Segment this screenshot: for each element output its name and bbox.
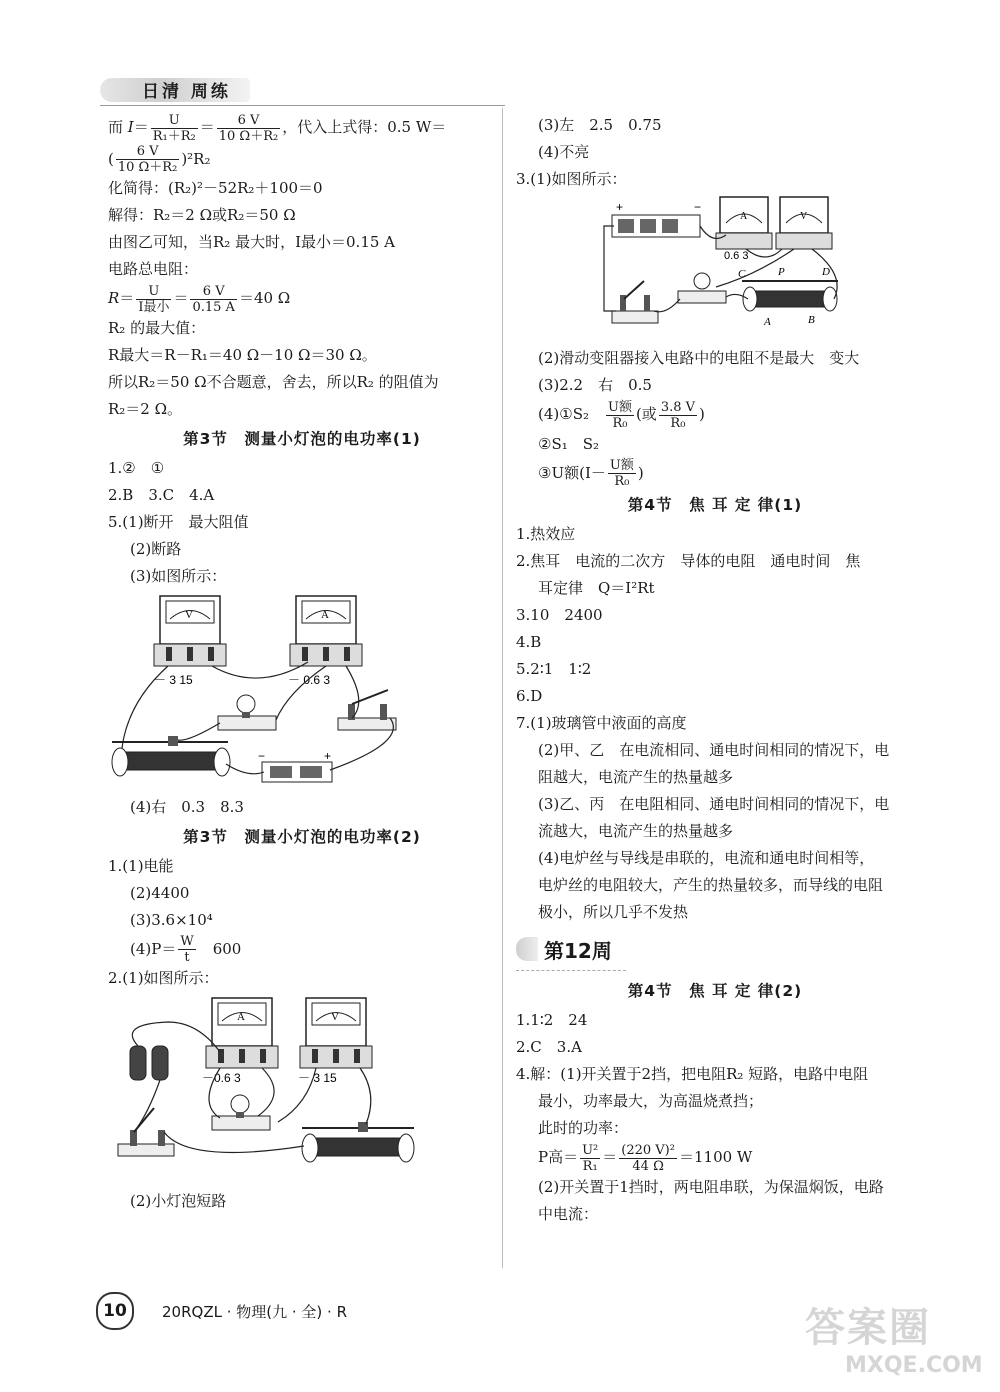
ammeter-range: －0.6 3 <box>202 1071 241 1085</box>
numerator: 6 V <box>116 144 179 160</box>
battery-minus: − <box>258 748 266 763</box>
numerator: U <box>136 284 171 300</box>
logo-text: 日清 周练 <box>142 81 231 102</box>
formula-line: P高＝ $\frac{\text{U²}}{\text{R₁}}$ ＝ $\frac{\text{(220 V)²}}{44 \Omega}$ ＝1100 W <box>538 1142 753 1174</box>
week-title <box>516 932 914 966</box>
answer-line: 3.10 2400 <box>516 606 603 624</box>
answer-line: 1.② ① <box>108 458 165 477</box>
fraction <box>116 144 179 175</box>
text: ③U额(I－ <box>538 463 606 482</box>
answer-line: 1.热效应 <box>516 525 576 543</box>
answer-line: 电路总电阻： <box>108 260 199 278</box>
section-title: 第4节 焦 耳 定 律(2) <box>627 982 803 1000</box>
answer-line: (2)断路 <box>130 539 182 558</box>
week-rule <box>516 970 626 971</box>
denominator: 10 Ω＋R₂ <box>218 128 279 144</box>
left-column <box>108 112 496 1215</box>
numerator: U额 <box>609 458 634 473</box>
fraction <box>136 284 171 315</box>
voltmeter-label: V <box>331 1011 339 1023</box>
numerator: 6 V <box>190 284 236 300</box>
formula-line: ( $\frac{6 V}{\text{10 Ω＋R₂}}$ )²R₂ <box>108 144 211 175</box>
bulb <box>678 273 726 303</box>
answer-line: 最小，功率最大，为高温烧煮挡； <box>538 1092 764 1110</box>
label-b: B <box>808 314 815 326</box>
watermark-big: 答案圈 <box>805 1305 931 1351</box>
answer-line: (4)右 0.3 8.3 <box>130 797 244 816</box>
denominator: t <box>184 950 190 965</box>
circuit-figure-1 <box>108 592 438 792</box>
answer-line: (2)滑动变阻器接入电路中的电阻不是最大 变大 <box>538 349 860 367</box>
answer-line: 2.C 3.A <box>516 1038 582 1056</box>
answer-line: (2)开关置于1挡时，两电阻串联，为保温焖饭，电路 <box>538 1177 884 1196</box>
fraction <box>151 113 198 144</box>
fraction <box>606 400 634 431</box>
answer-line: (4)不亮 <box>538 143 590 161</box>
text: 而 <box>108 118 128 136</box>
bulb <box>212 1095 270 1130</box>
formula-line <box>516 399 914 431</box>
voltmeter <box>154 596 226 666</box>
answer-line: 1.(1)电能 <box>108 856 174 875</box>
numerator: U额 <box>607 399 632 415</box>
answer-line: (4)电炉丝与导线是串联的，电流和通电时间相等， <box>538 849 875 867</box>
circuit-figure-3 <box>516 195 856 343</box>
formula-line: 而 I＝ $\frac{U}{\text{R₁＋R₂}}$ ＝ $\frac{6 V}{\text{10 Ω＋R₂}}$ ，代入上式得：0.5 W＝ <box>108 112 447 144</box>
fraction <box>580 1143 600 1174</box>
ammeter <box>716 197 772 249</box>
answer-line: 耳定律 Q＝I²Rt <box>538 579 655 597</box>
voltmeter-range: － 3 15 <box>154 672 193 687</box>
switch <box>338 690 396 730</box>
numerator: (220 V)² <box>621 1142 675 1158</box>
column-divider <box>502 108 503 1268</box>
answer-line: R₂＝2 Ω。 <box>108 399 183 418</box>
answer-line: 2.焦耳 电流的二次方 导体的电阻 通电时间 焦 <box>516 552 861 570</box>
footer-code: 20RQZL · 物理(九 · 全) · R <box>162 1302 347 1321</box>
text: (4)P＝ <box>130 939 177 958</box>
battery-cells <box>130 1046 168 1080</box>
right-column <box>516 112 914 1228</box>
voltmeter <box>300 998 372 1068</box>
battery <box>612 200 701 237</box>
text: ) <box>637 463 644 482</box>
label-d: D <box>822 266 830 278</box>
denominator: R₁ <box>582 1158 598 1174</box>
answer-line: 阻越大，电流产生的热量越多 <box>538 768 734 786</box>
answer-line: (3)乙、丙 在电阻相同、通电时间相同的情况下，电 <box>538 795 890 813</box>
answer-line: (2)4400 <box>130 883 190 902</box>
week-badge-icon <box>516 937 538 961</box>
answer-line: 5.(1)断开 最大阻值 <box>108 512 249 531</box>
answer-line: 4.解：(1)开关置于2挡，把电阻R₂ 短路，电路中电阻 <box>516 1065 869 1083</box>
watermark-small: MXQE.COM <box>845 1353 983 1378</box>
text: (或 <box>635 405 657 423</box>
header-rule <box>100 105 505 106</box>
text: ＝1100 W <box>678 1148 753 1166</box>
denominator: 44 Ω <box>632 1158 664 1174</box>
voltmeter-label: V <box>800 211 808 222</box>
answer-line: 电炉丝的电阻较大，产生的热量较多，而导线的电阻 <box>538 876 884 894</box>
battery-plus: + <box>324 748 332 763</box>
answer-line: 2.B 3.C 4.A <box>108 485 215 504</box>
fraction <box>178 934 195 965</box>
ammeter <box>206 998 278 1068</box>
answer-line: 2.(1)如图所示： <box>108 969 219 987</box>
text: ＝40 Ω <box>238 289 291 307</box>
section-title: 第3节 测量小灯泡的电功率(1) <box>183 429 421 448</box>
rheostat <box>302 1122 414 1162</box>
fraction <box>190 284 236 315</box>
denominator: 10 Ω＋R₂ <box>117 160 178 175</box>
voltmeter-label: V <box>185 608 193 621</box>
fraction <box>659 400 697 431</box>
numerator: U² <box>582 1142 599 1158</box>
ammeter-range: 0.6 3 <box>724 250 749 262</box>
ammeter-range: － 0.6 3 <box>288 672 331 687</box>
answer-line: 极小，所以几乎不发热 <box>538 903 689 921</box>
ammeter-label: A <box>740 211 748 222</box>
answer-line: 7.(1)玻璃管中液面的高度 <box>516 714 687 732</box>
text: (4)①S₂ <box>538 405 604 423</box>
answer-line: R最大＝R－R₁＝40 Ω－10 Ω＝30 Ω。 <box>108 345 377 364</box>
answer-line: 化简得：(R₂)²－52R₂＋100＝0 <box>108 179 323 197</box>
denominator: R₀ <box>614 474 630 489</box>
battery <box>258 749 332 782</box>
answer-line: 4.B <box>516 633 542 651</box>
rheostat <box>738 266 838 328</box>
text: )²R₂ <box>181 149 211 168</box>
answer-line: 5.2∶1 1∶2 <box>516 660 592 678</box>
answer-line: 6.D <box>516 687 543 705</box>
ammeter <box>290 596 362 666</box>
voltmeter-range: － 3 15 <box>298 1071 337 1085</box>
voltmeter <box>776 197 832 249</box>
page-footer <box>96 1292 347 1330</box>
denominator: 0.15 A <box>192 299 235 315</box>
fraction <box>217 113 280 144</box>
section-title: 第3节 测量小灯泡的电功率(2) <box>183 827 421 846</box>
bulb <box>218 695 276 730</box>
header-logo <box>100 74 260 104</box>
ammeter-label: A <box>237 1011 245 1023</box>
numerator: 3.8 V <box>660 399 696 415</box>
numerator: 6 V <box>217 113 280 129</box>
rheostat <box>112 736 230 776</box>
formula-line: R＝ $\frac{U}{\text{I最小}}$ ＝ $\frac{6 V}{0.15 A}$ ＝40 Ω <box>108 283 291 315</box>
battery-plus: + <box>616 200 624 214</box>
answer-line: ②S₁ S₂ <box>538 434 600 453</box>
switch <box>612 281 658 323</box>
fraction <box>619 1143 677 1174</box>
answer-line: 解得：R₂＝2 Ω或R₂＝50 Ω <box>108 206 296 224</box>
watermark-logo <box>805 1296 985 1384</box>
answer-line: 3.(1)如图所示： <box>516 170 627 188</box>
formula-line <box>108 934 496 966</box>
denominator: R₀ <box>670 415 686 431</box>
answer-line: 所以R₂＝50 Ω不合题意，舍去，所以R₂ 的阻值为 <box>108 372 439 391</box>
numerator: U <box>151 113 198 129</box>
switch <box>118 1108 174 1156</box>
answer-line: 由图乙可知，当R₂ 最大时，I最小＝0.15 A <box>108 233 396 251</box>
label-p: P <box>778 266 785 278</box>
denominator: R₀ <box>612 415 628 431</box>
page-number: 10 <box>96 1292 134 1330</box>
text: ，代入上式得：0.5 W＝ <box>282 118 447 136</box>
label-c: C <box>738 268 746 280</box>
answer-line: 此时的功率： <box>538 1119 629 1137</box>
week-label: 第12周 <box>544 938 612 963</box>
answer-line: 1.1∶2 24 <box>516 1011 588 1029</box>
answer-line: (3)左 2.5 0.75 <box>538 116 662 134</box>
battery-minus: − <box>694 200 702 214</box>
answer-line: 中电流： <box>538 1204 599 1223</box>
text: ) <box>699 405 705 423</box>
answer-line: (3)如图所示： <box>130 566 227 585</box>
formula-line <box>516 458 914 490</box>
answer-line: (3)3.6×10⁴ <box>130 910 213 929</box>
answer-line: (2)小灯泡短路 <box>130 1192 227 1210</box>
fraction <box>608 458 636 489</box>
text: 600 <box>197 939 242 958</box>
answer-line: (3)2.2 右 0.5 <box>538 376 652 394</box>
numerator: W <box>180 934 194 949</box>
answer-line: (2)甲、乙 在电流相同、通电时间相同的情况下，电 <box>538 741 890 759</box>
circuit-figure-2 <box>108 994 438 1186</box>
text: P高＝ <box>538 1148 579 1166</box>
denominator: R₁＋R₂ <box>152 128 196 144</box>
label-a: A <box>764 316 771 328</box>
ammeter-label: A <box>321 608 329 621</box>
answer-line: R₂ 的最大值： <box>108 318 206 337</box>
section-title: 第4节 焦 耳 定 律(1) <box>627 496 803 514</box>
denominator: I最小 <box>138 299 170 315</box>
answer-line: 流越大，电流产生的热量越多 <box>538 822 734 840</box>
